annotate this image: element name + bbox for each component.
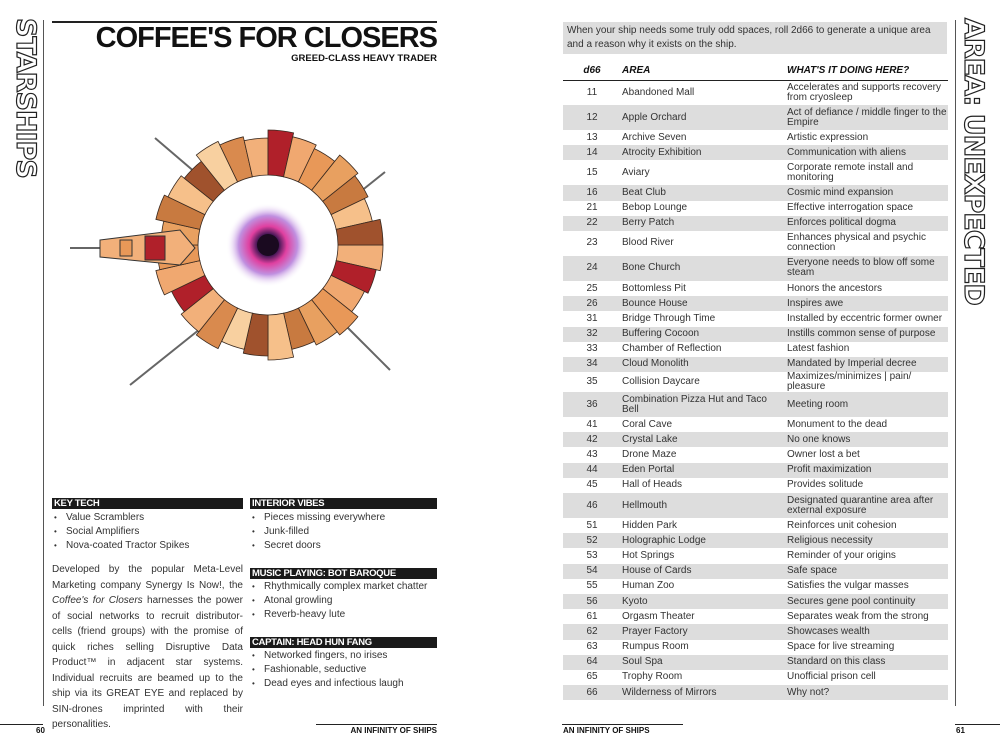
table-row <box>563 130 948 145</box>
cell-reason: Installed by eccentric former owner <box>787 312 943 324</box>
cell-roll: 66 <box>563 685 621 700</box>
table-row <box>563 231 948 256</box>
cell-reason: Inspires awe <box>787 296 948 311</box>
table-row <box>563 609 948 624</box>
cell-area: Hellmouth <box>621 493 787 518</box>
cell-area: Combination Pizza Hut and Taco Bell <box>621 392 787 417</box>
ship-description <box>52 562 243 733</box>
cell-area: Human Zoo <box>622 580 675 592</box>
cell-roll: 11 <box>586 86 598 98</box>
cell-roll: 23 <box>586 237 598 249</box>
cell-area: Chamber of Reflection <box>622 343 722 355</box>
footer-rule <box>955 724 1000 725</box>
cell-area: Orgasm Theater <box>622 610 695 622</box>
table-row <box>563 201 948 216</box>
cell-area: Buffering Cocoon <box>621 327 787 342</box>
key-tech-heading: KEY TECH <box>52 498 243 509</box>
cell-area: Drone Maze <box>622 449 677 461</box>
captain-heading: CAPTAIN: HEAD HUN FANG <box>250 637 437 648</box>
list-item: • Value Scramblers <box>52 511 189 525</box>
cell-area: Rumpus Room <box>622 641 689 653</box>
cell-roll: 64 <box>563 655 621 670</box>
cell-area: Bone Church <box>621 256 787 281</box>
page-subtitle: GREED-CLASS HEAVY TRADER <box>291 53 437 64</box>
list-item: • Social Amplifiers <box>52 525 189 539</box>
cell-reason: Provides solitude <box>787 479 864 491</box>
column-header-d66: d66 <box>563 62 621 80</box>
cell-roll: 53 <box>586 549 598 561</box>
cell-reason: Honors the ancestors <box>787 282 883 294</box>
starship-illustration <box>60 100 420 400</box>
cell-roll: 51 <box>586 519 598 531</box>
cell-roll: 31 <box>586 312 598 324</box>
list-item: • Secret doors <box>250 539 385 553</box>
cell-area: Archive Seven <box>622 131 687 143</box>
footer-title-right: AN INFINITY OF SHIPS <box>563 726 650 735</box>
cell-roll: 15 <box>586 166 598 178</box>
cell-reason: Maximizes/minimizes | pain/ pleasure <box>787 371 912 393</box>
cell-area: Crystal Lake <box>621 432 787 447</box>
ship-name-italic: Coffee's for Closers <box>52 595 143 606</box>
music-list <box>250 580 427 622</box>
table-row <box>563 670 948 685</box>
table-row <box>563 493 948 518</box>
cell-area: Hot Springs <box>622 549 675 561</box>
cell-area: Coral Cave <box>622 418 673 430</box>
cell-reason: Enhances physical and psychic connection <box>787 232 926 254</box>
cell-roll: 45 <box>586 479 598 491</box>
cell-reason: Separates weak from the strong <box>787 610 929 622</box>
cell-roll: 16 <box>563 185 621 200</box>
cell-reason: Designated quarantine area after external exposure <box>787 493 948 518</box>
page-title: COFFEE'S FOR CLOSERS <box>95 22 437 54</box>
column-header-area: AREA <box>621 62 787 80</box>
page-number-left: 60 <box>36 726 45 735</box>
table-row <box>563 296 948 311</box>
cell-roll: 42 <box>563 432 621 447</box>
table-row <box>563 417 948 432</box>
list-item: • Networked fingers, no irises <box>250 649 404 663</box>
section-label-area-unexpected: AREA: UNEXPECTED <box>958 18 989 305</box>
cell-area: Blood River <box>622 237 674 249</box>
cell-area: Trophy Room <box>622 671 683 683</box>
cell-roll: 44 <box>563 463 621 478</box>
cell-area: Kyoto <box>621 594 787 609</box>
cell-roll: 34 <box>563 357 621 372</box>
cell-roll: 14 <box>563 145 621 160</box>
cell-reason: Artistic expression <box>787 131 869 143</box>
cell-roll: 12 <box>563 105 621 130</box>
list-item: • Nova-coated Tractor Spikes <box>52 539 189 553</box>
table-row <box>563 216 948 231</box>
cell-area: Cloud Monolith <box>621 357 787 372</box>
table-row <box>563 105 948 130</box>
footer-title-left: AN INFINITY OF SHIPS <box>350 726 437 735</box>
side-module <box>100 230 195 265</box>
cell-roll: 62 <box>563 624 621 639</box>
cell-reason: Standard on this class <box>787 655 948 670</box>
cell-reason: Profit maximization <box>787 463 948 478</box>
list-item: • Reverb-heavy lute <box>250 608 427 622</box>
cell-reason: Effective interrogation space <box>787 202 914 214</box>
column-header-reason: WHAT'S IT DOING HERE? <box>787 62 948 80</box>
cell-roll: 55 <box>586 580 598 592</box>
cell-reason: Owner lost a bet <box>787 449 860 461</box>
table-row <box>563 327 948 342</box>
cell-reason: Everyone needs to blow off some steam <box>787 256 948 281</box>
cell-reason: Corporate remote install and monitoring <box>787 161 914 183</box>
table-row <box>563 685 948 700</box>
list-item: • Fashionable, seductive <box>250 663 404 677</box>
cell-area: Prayer Factory <box>621 624 787 639</box>
table-row <box>563 533 948 548</box>
table-row <box>563 185 948 200</box>
cell-roll: 33 <box>586 343 598 355</box>
cell-reason: Why not? <box>787 685 948 700</box>
cell-roll: 22 <box>563 216 621 231</box>
table-row <box>563 548 948 563</box>
cell-area: Abandoned Mall <box>622 86 695 98</box>
cell-roll: 24 <box>563 256 621 281</box>
cell-area: Collision Daycare <box>622 376 700 388</box>
cell-roll: 43 <box>586 449 598 461</box>
footer-rule <box>562 724 683 725</box>
cell-area: Wilderness of Mirrors <box>621 685 787 700</box>
cell-area: Aviary <box>622 166 650 178</box>
cell-roll: 35 <box>586 376 598 388</box>
footer-rule <box>316 724 437 725</box>
table-header-row <box>563 62 948 80</box>
cell-reason: Communication with aliens <box>787 145 948 160</box>
cell-reason: Monument to the dead <box>787 418 888 430</box>
cell-reason: Latest fashion <box>787 343 850 355</box>
cell-reason: Religious necessity <box>787 533 948 548</box>
list-item: • Atonal growling <box>250 594 427 608</box>
table-row <box>563 372 948 392</box>
cell-roll: 46 <box>563 493 621 518</box>
cell-reason: Showcases wealth <box>787 624 948 639</box>
description-text: Developed by the popular Meta-Level Marketing company Synergy Is Now!, the <box>52 564 243 591</box>
cell-reason: Enforces political dogma <box>787 216 948 231</box>
table-row <box>563 80 948 105</box>
cell-reason: Satisfies the vulgar masses <box>787 580 909 592</box>
cell-roll: 54 <box>563 564 621 579</box>
list-item: • Pieces missing everywhere <box>250 511 385 525</box>
intro-box: When your ship needs some truly odd spaces, roll 2d66 to generate a unique area and a reason why it exists on the ship. <box>563 22 947 54</box>
table-row <box>563 145 948 160</box>
table-row <box>563 357 948 372</box>
cell-roll: 25 <box>586 282 598 294</box>
cell-reason: Instills common sense of purpose <box>787 327 948 342</box>
cell-reason: Act of defiance / middle finger to the Empire <box>787 105 948 130</box>
cell-area: House of Cards <box>621 564 787 579</box>
table-row <box>563 463 948 478</box>
cell-roll: 56 <box>563 594 621 609</box>
cell-roll: 65 <box>586 671 598 683</box>
cell-reason: Mandated by Imperial decree <box>787 357 948 372</box>
cell-reason: Cosmic mind expansion <box>787 185 948 200</box>
cell-roll: 32 <box>563 327 621 342</box>
cell-reason: Unofficial prison cell <box>787 671 876 683</box>
table-row <box>563 392 948 417</box>
table-row <box>563 640 948 655</box>
table-row <box>563 624 948 639</box>
section-label-starships: STARSHIPS <box>10 18 41 178</box>
interior-vibes-heading: INTERIOR VIBES <box>250 498 437 509</box>
cell-area: Bounce House <box>621 296 787 311</box>
cell-reason: Safe space <box>787 564 948 579</box>
cell-reason: Reinforces unit cohesion <box>787 519 897 531</box>
cell-reason: Space for live streaming <box>787 641 895 653</box>
cell-area: Berry Patch <box>621 216 787 231</box>
table-row <box>563 281 948 296</box>
table-row <box>563 518 948 533</box>
cell-reason: No one knows <box>787 432 948 447</box>
list-item: • Junk-filled <box>250 525 385 539</box>
cell-reason: Secures gene pool continuity <box>787 594 948 609</box>
cell-area: Apple Orchard <box>621 105 787 130</box>
table-row <box>563 579 948 594</box>
list-item: • Dead eyes and infectious laugh <box>250 677 404 691</box>
cell-roll: 41 <box>586 418 598 430</box>
cell-area: Bebop Lounge <box>622 202 688 214</box>
area-table <box>563 62 948 700</box>
cell-reason: Reminder of your origins <box>787 549 896 561</box>
cell-reason: Meeting room <box>787 392 948 417</box>
key-tech-list <box>52 511 189 553</box>
table-row <box>563 432 948 447</box>
page-margin-rule <box>955 20 956 706</box>
cell-roll: 36 <box>563 392 621 417</box>
interior-vibes-list <box>250 511 385 553</box>
cell-area: Hidden Park <box>622 519 678 531</box>
table-row <box>563 447 948 462</box>
cell-area: Soul Spa <box>621 655 787 670</box>
cell-area: Beat Club <box>621 185 787 200</box>
cell-area: Eden Portal <box>621 463 787 478</box>
table-row <box>563 160 948 185</box>
cell-area: Bottomless Pit <box>622 282 686 294</box>
cell-roll: 13 <box>586 131 598 143</box>
footer-rule <box>0 724 43 725</box>
description-text: harnesses the power of social networks to recruit distributor-cells (friend groups) with the promise of quick riches selling Disruptive Data Product™ in adjacent star systems. Individual recruits are beamed up to the ship via its GREAT EYE and replaced by SIN-drones imprinted with their personalities. <box>52 595 243 730</box>
cell-roll: 52 <box>563 533 621 548</box>
cell-area: Hall of Heads <box>622 479 683 491</box>
cell-roll: 63 <box>586 641 598 653</box>
cell-roll: 61 <box>586 610 598 622</box>
cell-roll: 21 <box>586 202 598 214</box>
music-heading: MUSIC PLAYING: BOT BAROQUE <box>250 568 437 579</box>
table-row <box>563 564 948 579</box>
cell-reason: Accelerates and supports recovery from cryosleep <box>787 81 941 103</box>
cell-roll: 26 <box>563 296 621 311</box>
captain-list <box>250 649 404 691</box>
table-row <box>563 478 948 493</box>
table-row <box>563 655 948 670</box>
list-item: • Rhythmically complex market chatter <box>250 580 427 594</box>
page-number-right: 61 <box>956 726 965 735</box>
table-row <box>563 594 948 609</box>
cell-area: Atrocity Exhibition <box>621 145 787 160</box>
cell-area: Bridge Through Time <box>622 312 716 324</box>
table-row <box>563 311 948 326</box>
table-row <box>563 342 948 357</box>
table-row <box>563 256 948 281</box>
cell-area: Holographic Lodge <box>621 533 787 548</box>
page-margin-rule <box>43 20 44 706</box>
